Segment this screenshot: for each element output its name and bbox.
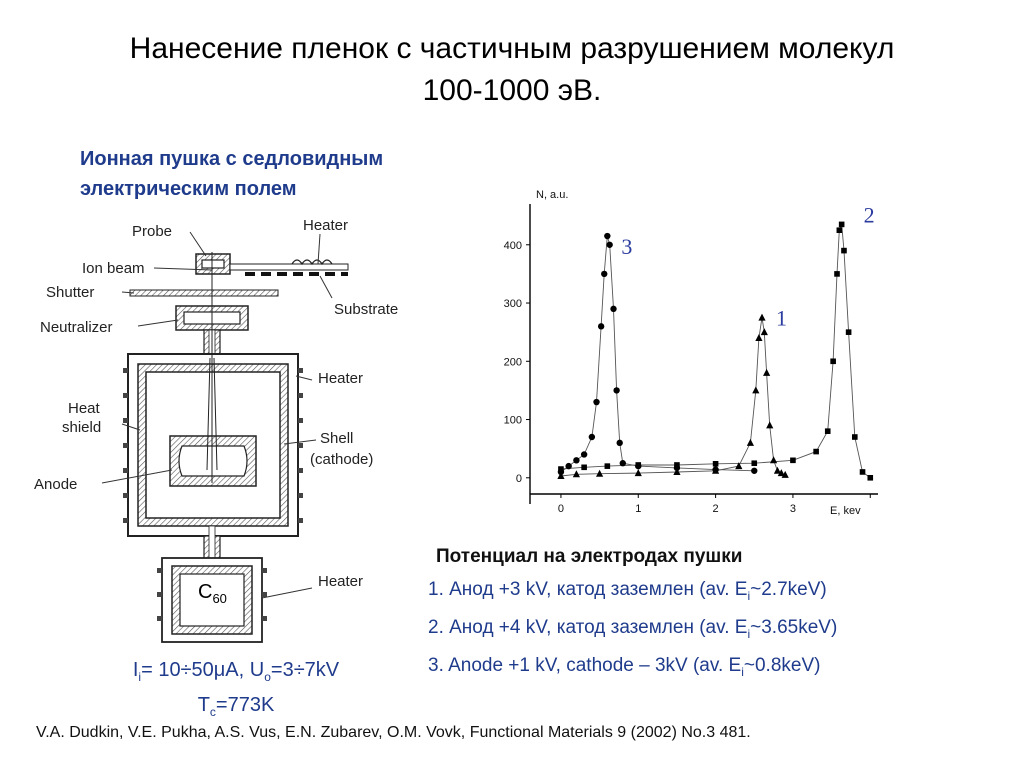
- y-tick-label: 100: [503, 414, 522, 427]
- data-point-series-3: [558, 469, 564, 475]
- data-point-series-3: [589, 434, 595, 440]
- label-heat-shield-2: shield: [62, 419, 102, 436]
- data-point-series-3: [593, 399, 599, 405]
- c60-crucible: [157, 558, 267, 642]
- potentials-list: [428, 574, 837, 687]
- series-label-3: 3: [621, 234, 633, 260]
- x-tick-label: 1: [635, 503, 642, 515]
- data-point-series-3: [751, 468, 757, 474]
- current-voltage: $I_i= 10\div 50\mu A$, $U_o=3\div 7kV$: [132, 659, 340, 684]
- temperature: $T_c=773K$: [197, 694, 275, 719]
- c60-label: $C_{60}$: [198, 581, 227, 606]
- data-point-series-2: [713, 461, 719, 467]
- y-axis-label: N, a.u.: [536, 189, 569, 201]
- reference: V.A. Dudkin, V.E. Pukha, A.S. Vus, E.N. Zubarev, O.M. Vovk, Functional Materials 9 (2002) No.3 481.: [36, 724, 751, 741]
- label-neutralizer: Neutralizer: [40, 319, 113, 336]
- data-point-series-2: [841, 248, 847, 254]
- heater-top: [230, 260, 348, 270]
- data-point-series-2: [581, 465, 587, 471]
- page-title: [0, 28, 1024, 112]
- series-label-2: 2: [863, 202, 875, 228]
- data-point-series-2: [605, 463, 611, 469]
- title-line-2: 100-1000 эВ.: [422, 74, 602, 107]
- anode: [170, 436, 256, 486]
- potentials-heading: Потенциал на электродах пушки: [436, 546, 743, 567]
- label-heater-top: Heater: [303, 217, 349, 234]
- x-tick-label: 0: [557, 503, 564, 515]
- potential-item-2: 2. Анод +4 kV, катод заземлен (av. $E_i\sim 3.65keV$): [428, 616, 838, 641]
- schematic-heading: [80, 144, 500, 204]
- data-point-series-2: [751, 460, 757, 466]
- data-point-series-2: [846, 329, 852, 335]
- data-point-series-2: [813, 449, 819, 455]
- y-tick-label: 400: [503, 239, 522, 252]
- data-point-series-2: [834, 271, 840, 277]
- label-heater-bottom: Heater: [318, 573, 364, 590]
- data-point-series-2: [852, 434, 858, 440]
- shutter: [130, 290, 278, 296]
- x-tick-label: 3: [789, 503, 796, 515]
- label-shell-2: (cathode): [310, 451, 374, 468]
- probe: [196, 254, 230, 274]
- data-point-series-3: [617, 440, 623, 446]
- series-label-1: 1: [776, 305, 787, 331]
- data-point-series-2: [839, 222, 845, 228]
- data-point-series-2: [830, 358, 836, 364]
- data-point-series-3: [620, 460, 626, 466]
- data-point-series-3: [674, 465, 680, 471]
- data-point-series-2: [790, 458, 796, 464]
- gun-parameters: [96, 656, 376, 726]
- ion-gun-schematic: [30, 208, 430, 648]
- data-point-series-3: [573, 457, 579, 463]
- label-probe: Probe: [132, 223, 173, 240]
- data-point-series-2: [860, 469, 866, 475]
- data-point-series-3: [598, 323, 604, 329]
- schematic-heading-line-2: электрическим полем: [80, 178, 297, 200]
- label-heat-shield-1: Heat: [68, 400, 100, 417]
- y-tick-label: 0: [515, 472, 522, 485]
- potential-item-3: 3. Anode +1 kV, cathode – 3kV (av. $E_i\sim 0.8keV$): [428, 654, 821, 679]
- data-point-series-3: [613, 387, 619, 393]
- data-point-series-2: [837, 227, 843, 233]
- x-tick-label: 2: [712, 503, 719, 515]
- data-point-series-2: [825, 428, 831, 434]
- label-shell-1: Shell: [320, 430, 354, 447]
- label-heater-mid: Heater: [318, 370, 364, 387]
- data-point-series-3: [581, 451, 587, 457]
- title-line-1: Нанесение пленок с частичным разрушением молекул: [129, 32, 895, 65]
- data-point-series-3: [606, 242, 612, 248]
- data-point-series-3: [712, 466, 718, 472]
- data-point-series-3: [604, 233, 610, 239]
- data-point-series-3: [565, 463, 571, 469]
- x-axis-label: E, kev: [830, 505, 861, 517]
- y-tick-label: 200: [503, 356, 522, 369]
- label-shutter: Shutter: [46, 284, 95, 301]
- schematic-heading-line-1: Ионная пушка с седловидным: [80, 148, 384, 170]
- data-point-series-3: [601, 271, 607, 277]
- label-anode: Anode: [34, 476, 78, 493]
- label-substrate: Substrate: [334, 301, 399, 318]
- data-point-series-3: [610, 306, 616, 312]
- data-point-series-3: [635, 463, 641, 469]
- potential-item-1: 1. Анод +3 kV, катод заземлен (av. $E_i\sim 2.7keV$): [428, 579, 827, 603]
- data-point-series-2: [867, 475, 873, 481]
- energy-distribution-chart: [490, 176, 890, 536]
- y-tick-label: 300: [503, 298, 522, 311]
- label-ion-beam: Ion beam: [82, 260, 145, 277]
